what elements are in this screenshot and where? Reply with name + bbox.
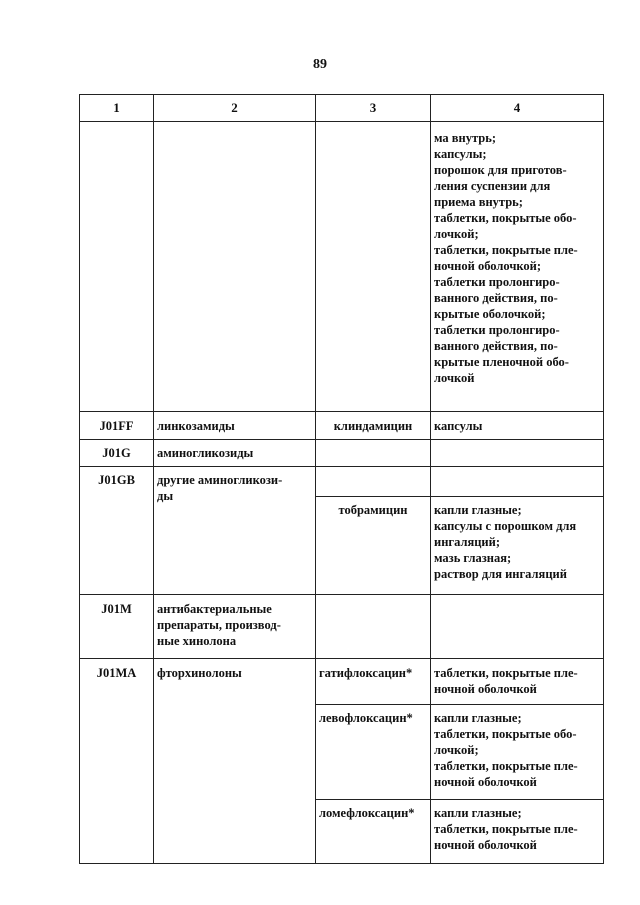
group-cell xyxy=(154,122,316,412)
form-cell xyxy=(431,659,604,705)
table-row xyxy=(80,467,604,497)
form-line: таблетки, покрытые обо- xyxy=(434,211,577,225)
form-line: крытые оболочкой; xyxy=(434,307,546,321)
form-line: таблетки, покрытые пле- xyxy=(434,822,578,836)
form-line: приема внутрь; xyxy=(434,195,523,209)
form-line: ма внутрь; xyxy=(434,131,497,145)
form-line: лочкой; xyxy=(434,743,479,757)
form-cell xyxy=(431,467,604,497)
form-line: капли глазные; xyxy=(434,711,522,725)
form-cell xyxy=(431,122,604,412)
form-line: ингаляций; xyxy=(434,535,500,549)
group-cell xyxy=(154,595,316,659)
form-cell xyxy=(431,705,604,800)
page-number: 89 xyxy=(313,57,327,72)
form-line: ночной оболочкой; xyxy=(434,259,542,273)
header-row xyxy=(80,95,604,122)
form-line: ночной оболочкой xyxy=(434,682,537,696)
form-line: таблетки, покрытые обо- xyxy=(434,727,577,741)
form-line: ления суспензии для xyxy=(434,179,551,193)
form-line: капсулы с порошком для xyxy=(434,519,577,533)
form-cell xyxy=(431,800,604,864)
column-header-1: 1 xyxy=(80,95,154,122)
group-line: ные хинолона xyxy=(157,634,237,648)
form-line: мазь глазная; xyxy=(434,551,512,565)
drug-cell: клиндамицин xyxy=(316,412,431,440)
group-line: другие аминогликози- xyxy=(157,473,283,487)
table-row xyxy=(80,595,604,659)
drug-cell: левофлоксацин* xyxy=(316,705,431,800)
form-line: лочкой; xyxy=(434,227,479,241)
group-cell: линкозамиды xyxy=(154,412,316,440)
form-cell xyxy=(431,440,604,467)
drug-cell: тобрамицин xyxy=(316,497,431,595)
form-line: ванного действия, по- xyxy=(434,339,558,353)
group-cell: аминогликозиды xyxy=(154,440,316,467)
group-cell: фторхинолоны xyxy=(154,659,316,864)
table-row xyxy=(80,412,604,440)
form-line: капсулы xyxy=(434,418,483,433)
group-line: антибактериальные xyxy=(157,602,272,616)
group-line: препараты, производ- xyxy=(157,618,281,632)
code-cell: J01MA xyxy=(80,659,154,864)
table-row xyxy=(80,440,604,467)
code-cell xyxy=(80,122,154,412)
column-header-2: 2 xyxy=(154,95,316,122)
code-cell: J01FF xyxy=(80,412,154,440)
table-row xyxy=(80,659,604,705)
form-line: капли глазные; xyxy=(434,503,522,517)
code-cell: J01M xyxy=(80,595,154,659)
drug-cell: ломефлоксацин* xyxy=(316,800,431,864)
drug-cell xyxy=(316,595,431,659)
group-line: ды xyxy=(157,489,174,503)
form-line: таблетки, покрытые пле- xyxy=(434,666,578,680)
form-line: капли глазные; xyxy=(434,806,522,820)
drug-cell xyxy=(316,467,431,497)
form-line: таблетки, покрытые пле- xyxy=(434,759,578,773)
form-line: лочкой xyxy=(434,371,475,385)
code-cell: J01G xyxy=(80,440,154,467)
form-line: раствор для ингаляций xyxy=(434,567,567,581)
drug-cell xyxy=(316,440,431,467)
form-cell xyxy=(431,497,604,595)
column-header-4: 4 xyxy=(431,95,604,122)
form-line: ванного действия, по- xyxy=(434,291,558,305)
form-cell xyxy=(431,595,604,659)
form-line: порошок для приготов- xyxy=(434,163,567,177)
column-header-3: 3 xyxy=(316,95,431,122)
form-line: ночной оболочкой xyxy=(434,838,537,852)
code-cell: J01GB xyxy=(80,467,154,595)
drug-cell: гатифлоксацин* xyxy=(316,659,431,705)
form-cell xyxy=(431,412,604,440)
form-line: крытые пленочной обо- xyxy=(434,355,569,369)
form-line: капсулы; xyxy=(434,147,487,161)
form-line: таблетки, покрытые пле- xyxy=(434,243,578,257)
drug-table xyxy=(79,94,604,864)
group-cell xyxy=(154,467,316,595)
form-line: ночной оболочкой xyxy=(434,775,537,789)
drug-cell xyxy=(316,122,431,412)
table-row xyxy=(80,122,604,412)
form-line: таблетки пролонгиро- xyxy=(434,323,560,337)
form-line: таблетки пролонгиро- xyxy=(434,275,560,289)
